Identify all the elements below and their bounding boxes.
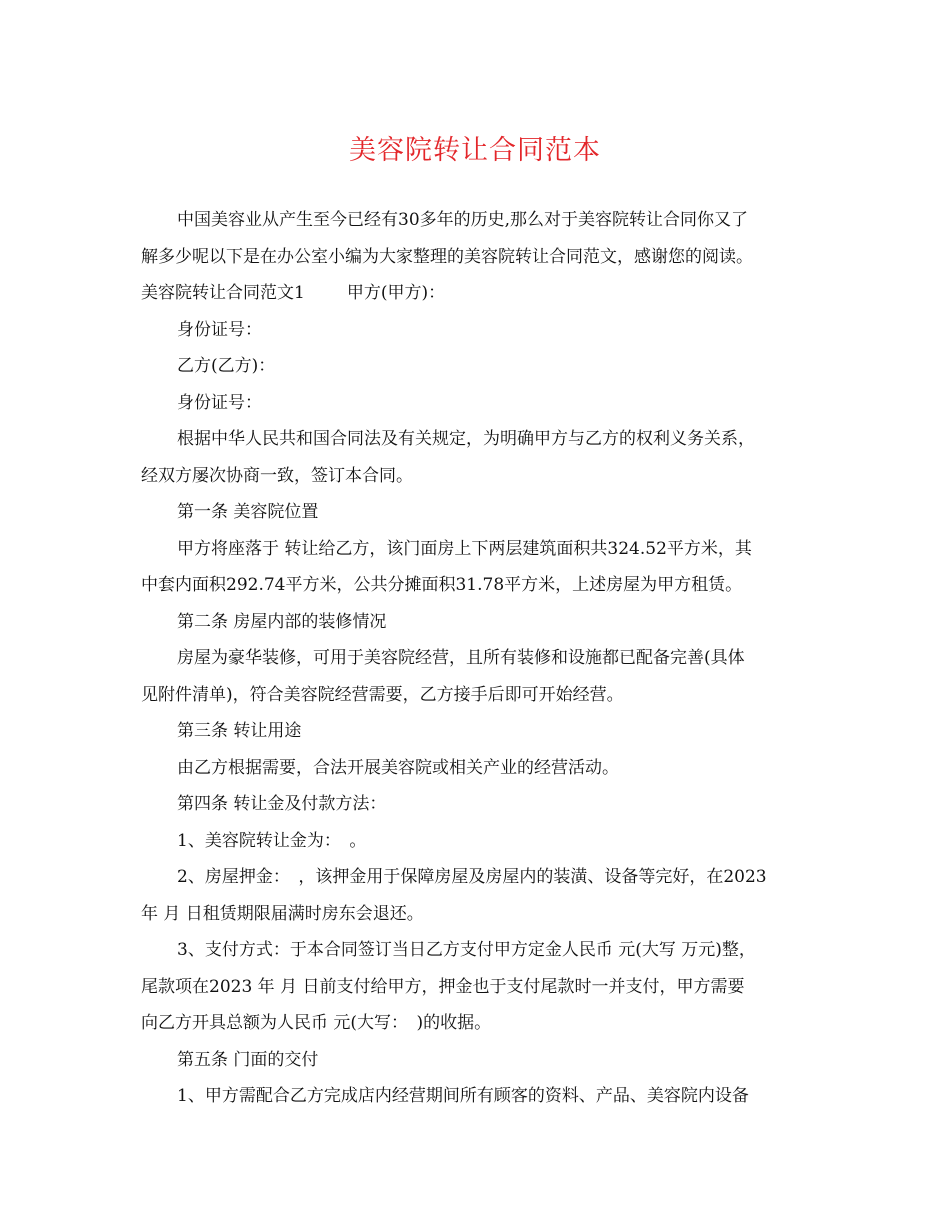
- paragraph-line: 身份证号：: [177, 319, 262, 340]
- paragraph-line: [141, 275, 811, 312]
- paragraph-line: 身份证号：: [177, 392, 262, 413]
- document-title: 美容院转让合同范本: [349, 135, 601, 166]
- article-heading: 第一条 美容院位置: [177, 502, 319, 522]
- paragraph-line: 见附件清单)，符合美容院经营需要，乙方接手后即可开始经营。: [141, 684, 624, 705]
- paragraph-line: 3、支付方式：于本合同签订当日乙方支付甲方定金人民币 元(大写 万元)整，: [177, 940, 756, 960]
- document-body: [141, 202, 811, 1115]
- article-heading: 第四条 转让金及付款方法：: [177, 794, 387, 814]
- paragraph-line: 房屋为豪华装修，可用于美容院经营，且所有装修和设施都已配备完善(具体: [177, 648, 745, 668]
- paragraph-line: 1、甲方需配合乙方完成店内经营期间所有顾客的资料、产品、美容院内设备: [177, 1086, 749, 1106]
- paragraph-line: 乙方(乙方)：: [177, 356, 276, 376]
- article-heading: 第三条 转让用途: [177, 721, 302, 741]
- paragraph-line: 向乙方开具总额为人民币 元(大写： )的收据。: [141, 1013, 492, 1033]
- paragraph-line: 根据中华人民共和国合同法及有关规定，为明确甲方与乙方的权利义务关系，: [177, 429, 755, 449]
- paragraph-line: 甲方将座落于 转让给乙方，该门面房上下两层建筑面积共324.52平方米，其: [177, 538, 752, 559]
- party-a-label: 甲方(甲方)：: [346, 283, 446, 303]
- paragraph-line: 由乙方根据需要，合法开展美容院或相关产业的经营活动。: [177, 757, 619, 778]
- article-heading: 第五条 门面的交付: [177, 1049, 319, 1070]
- article-heading: 第二条 房屋内部的装修情况: [177, 611, 387, 632]
- paragraph-line: 中套内面积292.74平方米，公共分摊面积31.78平方米，上述房屋为甲方租赁。: [141, 575, 743, 595]
- section-heading: 美容院转让合同范文1: [141, 283, 305, 303]
- paragraph-line: 解多少呢以下是在办公室小编为大家整理的美容院转让合同范文，感谢您的阅读。: [141, 246, 753, 267]
- paragraph-line: 2、房屋押金： ，该押金用于保障房屋及房屋内的装潢、设备等完好，在2023: [177, 867, 767, 887]
- paragraph-line: 年 月 日租赁期限届满时房东会退还。: [141, 903, 424, 924]
- paragraph-line: 经双方屡次协商一致，签订本合同。: [141, 465, 413, 486]
- paragraph-line: 中国美容业从产生至今已经有30多年的历史,那么对于美容院转让合同你又了: [177, 210, 749, 230]
- paragraph-line: 尾款项在2023 年 月 日前支付给甲方，押金也于支付尾款时一并支付，甲方需要: [141, 976, 745, 997]
- paragraph-line: 1、美容院转让金为： 。: [177, 830, 367, 851]
